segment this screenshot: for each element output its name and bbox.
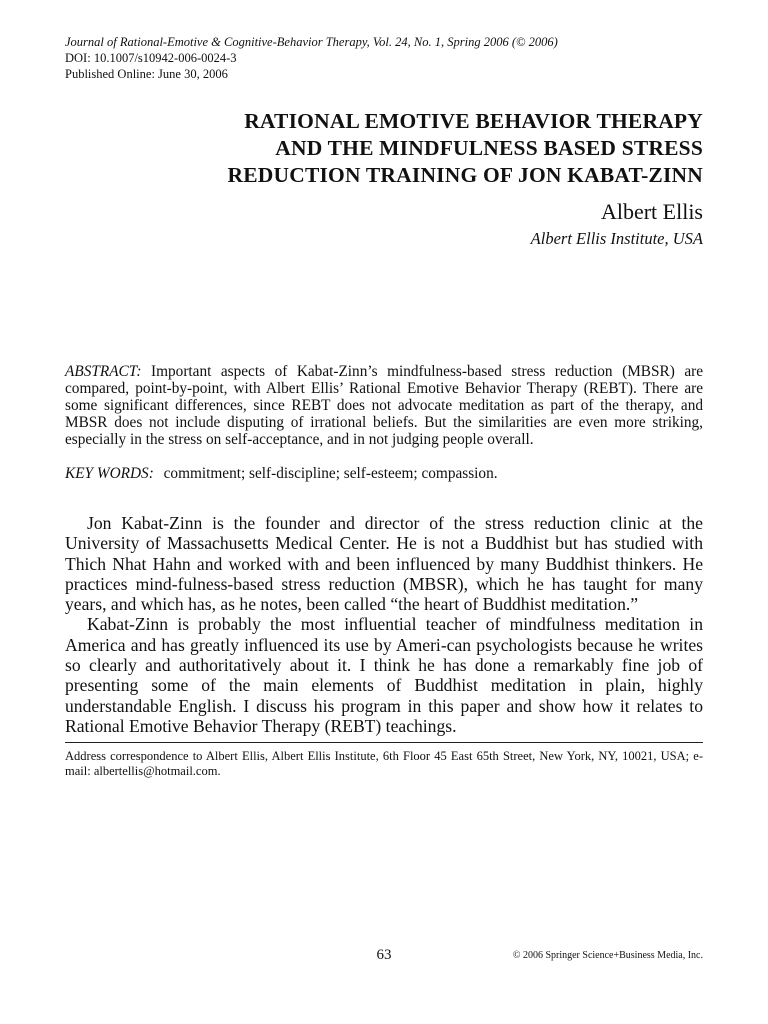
page-footer xyxy=(65,946,703,964)
title-line: RATIONAL EMOTIVE BEHAVIOR THERAPY xyxy=(244,109,703,133)
page-number: 63 xyxy=(376,947,392,963)
title-line: REDUCTION TRAINING OF JON KABAT-ZINN xyxy=(227,163,703,187)
keywords-text: commitment; self-discipline; self-esteem; compassion. xyxy=(163,465,498,482)
copyright-notice: © 2006 Springer Science+Business Media, Inc. xyxy=(512,950,703,961)
abstract xyxy=(65,363,703,448)
title-line: AND THE MINDFULNESS BASED STRESS xyxy=(275,136,703,160)
article-page xyxy=(65,34,703,779)
footnote-divider xyxy=(65,742,703,743)
author-affiliation: Albert Ellis Institute, USA xyxy=(530,229,703,248)
correspondence-footnote: Address correspondence to Albert Ellis, Albert Ellis Institute, 6th Floor 45 East 65th Street, New York, NY, 10021, USA; e-mail: albertellis@hotmail.com. xyxy=(65,749,703,779)
body-paragraph: Jon Kabat-Zinn is the founder and director of the stress reduction clinic at the University of Massachusetts Medical Center. He is not a Buddhist but has studied with Thich Nhat Hahn and worked with and been influenced by many Buddhist thinkers. He practices mind-fulness-based stress reduction (MBSR), which he has taught for many years, and which has, as he notes, been called “the heart of Buddhist meditation.” xyxy=(65,513,703,615)
published-date: Published Online: June 30, 2006 xyxy=(65,67,228,81)
body-paragraph: Kabat-Zinn is probably the most influential teacher of mindfulness meditation in America and has greatly influenced its use by Ameri-can psychologists because he writes so clearly and authoritatively about it. I think he has done a remarkably fine job of presenting some of the main elements of Buddhist meditation in plain, highly understandable English. I discuss his program in this paper and show how it relates to Rational Emotive Behavior Therapy (REBT) teachings. xyxy=(65,614,703,736)
keywords xyxy=(65,465,703,483)
journal-header xyxy=(65,34,703,82)
article-title xyxy=(65,108,703,189)
author-name: Albert Ellis xyxy=(600,199,703,224)
abstract-label: ABSTRACT: xyxy=(65,363,142,380)
journal-citation: Journal of Rational-Emotive & Cognitive-Behavior Therapy, Vol. 24, No. 1, Spring 2006 (© 2006) xyxy=(65,35,558,49)
keywords-label: KEY WORDS: xyxy=(65,465,154,482)
article-body xyxy=(65,513,703,736)
doi-line[interactable]: DOI: 10.1007/s10942-006-0024-3 xyxy=(65,51,237,65)
abstract-text: Important aspects of Kabat-Zinn’s mindfulness-based stress reduction (MBSR) are compared, point-by-point, with Albert Ellis’ Rational Emotive Behavior Therapy (REBT). There are some significant differences, since REBT does not advocate meditation as part of the therapy, and MBSR does not include disputing of irrational beliefs. But the similarities are even more striking, especially in the stress on self-acceptance, and in not judging people overall. xyxy=(65,363,703,448)
